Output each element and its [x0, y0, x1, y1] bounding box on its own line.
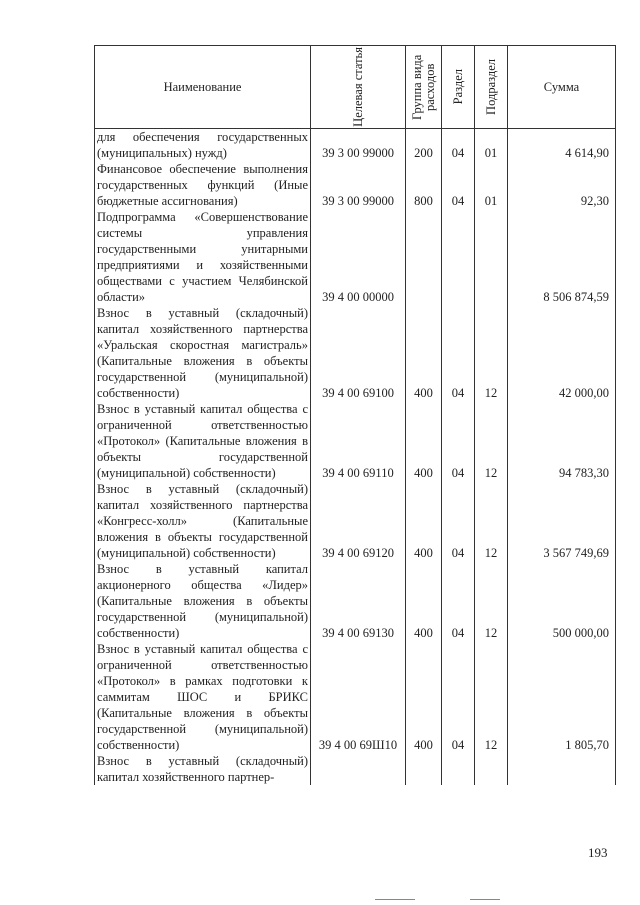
row-target: 39 3 00 99000: [311, 129, 406, 162]
row-target: 39 4 00 69110: [311, 401, 406, 481]
row-group: 400: [406, 561, 442, 641]
row-sum: 94 783,30: [508, 401, 616, 481]
row-subsection: [475, 209, 508, 305]
scan-artifact: [375, 899, 415, 900]
row-section: 04: [442, 481, 475, 561]
table-header-row: [95, 46, 616, 129]
row-section: 04: [442, 305, 475, 401]
row-name: Взнос в уставный капитал общества с ограниченной ответственностью «Протокол» (Капитальные вложения в объекты государственной (муниципальной) собственности): [95, 401, 311, 481]
row-subsection: 01: [475, 161, 508, 209]
row-section: 04: [442, 129, 475, 162]
table-row: [95, 753, 616, 785]
table-row: [95, 209, 616, 305]
row-sum: [508, 753, 616, 785]
row-target: 39 3 00 99000: [311, 161, 406, 209]
row-subsection: 12: [475, 305, 508, 401]
header-group: Группа вида расходов: [406, 46, 442, 129]
row-target: [311, 753, 406, 785]
row-name: для обеспечения государственных (муниципальных) нужд): [95, 129, 311, 162]
row-section: 04: [442, 641, 475, 753]
row-subsection: 01: [475, 129, 508, 162]
row-target: 39 4 00 69130: [311, 561, 406, 641]
header-sum: Сумма: [508, 46, 616, 129]
row-section: [442, 753, 475, 785]
row-sum: 92,30: [508, 161, 616, 209]
row-subsection: 12: [475, 641, 508, 753]
row-subsection: [475, 753, 508, 785]
table-row: [95, 129, 616, 162]
scan-artifact: [470, 899, 500, 900]
row-section: [442, 209, 475, 305]
row-section: 04: [442, 561, 475, 641]
row-group: [406, 209, 442, 305]
row-section: 04: [442, 161, 475, 209]
header-target: Целевая статья: [311, 46, 406, 129]
row-group: [406, 753, 442, 785]
row-group: 200: [406, 129, 442, 162]
row-name: Взнос в уставный капитал общества с ограниченной ответственностью «Протокол» в рамках подготовки к саммитам ШОС и БРИКС (Капитальные вложения в объекты государственной (муниципальной) собственности): [95, 641, 311, 753]
row-section: 04: [442, 401, 475, 481]
row-subsection: 12: [475, 561, 508, 641]
row-group: 400: [406, 305, 442, 401]
row-name: Взнос в уставный (складочный) капитал хозяйственного партнер-: [95, 753, 311, 785]
row-target: 39 4 00 00000: [311, 209, 406, 305]
row-sum: 3 567 749,69: [508, 481, 616, 561]
header-name: Наименование: [95, 46, 311, 129]
row-subsection: 12: [475, 401, 508, 481]
header-subsection: Подраздел: [475, 46, 508, 129]
row-sum: 1 805,70: [508, 641, 616, 753]
table-row: [95, 401, 616, 481]
table-row: [95, 305, 616, 401]
row-name: Взнос в уставный (складочный) капитал хозяйственного партнерства «Уральская скоростная магистраль» (Капитальные вложения в объекты государственной (муниципальной) собственности): [95, 305, 311, 401]
row-sum: 42 000,00: [508, 305, 616, 401]
table-row: [95, 561, 616, 641]
table-row: [95, 481, 616, 561]
row-sum: 500 000,00: [508, 561, 616, 641]
page-number: 193: [588, 845, 608, 860]
row-subsection: 12: [475, 481, 508, 561]
row-name: Взнос в уставный (складочный) капитал хозяйственного партнерства «Конгресс-холл» (Капитальные вложения в объекты государственной (муниципальной) собственности): [95, 481, 311, 561]
row-sum: 8 506 874,59: [508, 209, 616, 305]
row-group: 400: [406, 641, 442, 753]
budget-table: [94, 45, 616, 785]
row-target: 39 4 00 69120: [311, 481, 406, 561]
row-target: 39 4 00 69Ш10: [311, 641, 406, 753]
row-group: 400: [406, 401, 442, 481]
row-group: 400: [406, 481, 442, 561]
header-section: Раздел: [442, 46, 475, 129]
row-group: 800: [406, 161, 442, 209]
table-row: [95, 641, 616, 753]
row-target: 39 4 00 69100: [311, 305, 406, 401]
row-name: Подпрограмма «Совершенствование системы управления государственными унитарными предприятиями и хозяйственными обществами с участием Челябинской области»: [95, 209, 311, 305]
row-sum: 4 614,90: [508, 129, 616, 162]
row-name: Взнос в уставный капитал акционерного общества «Лидер» (Капитальные вложения в объекты государственной (муниципальной) собственности): [95, 561, 311, 641]
row-name: Финансовое обеспечение выполнения государственных функций (Иные бюджетные ассигнования): [95, 161, 311, 209]
table-row: [95, 161, 616, 209]
